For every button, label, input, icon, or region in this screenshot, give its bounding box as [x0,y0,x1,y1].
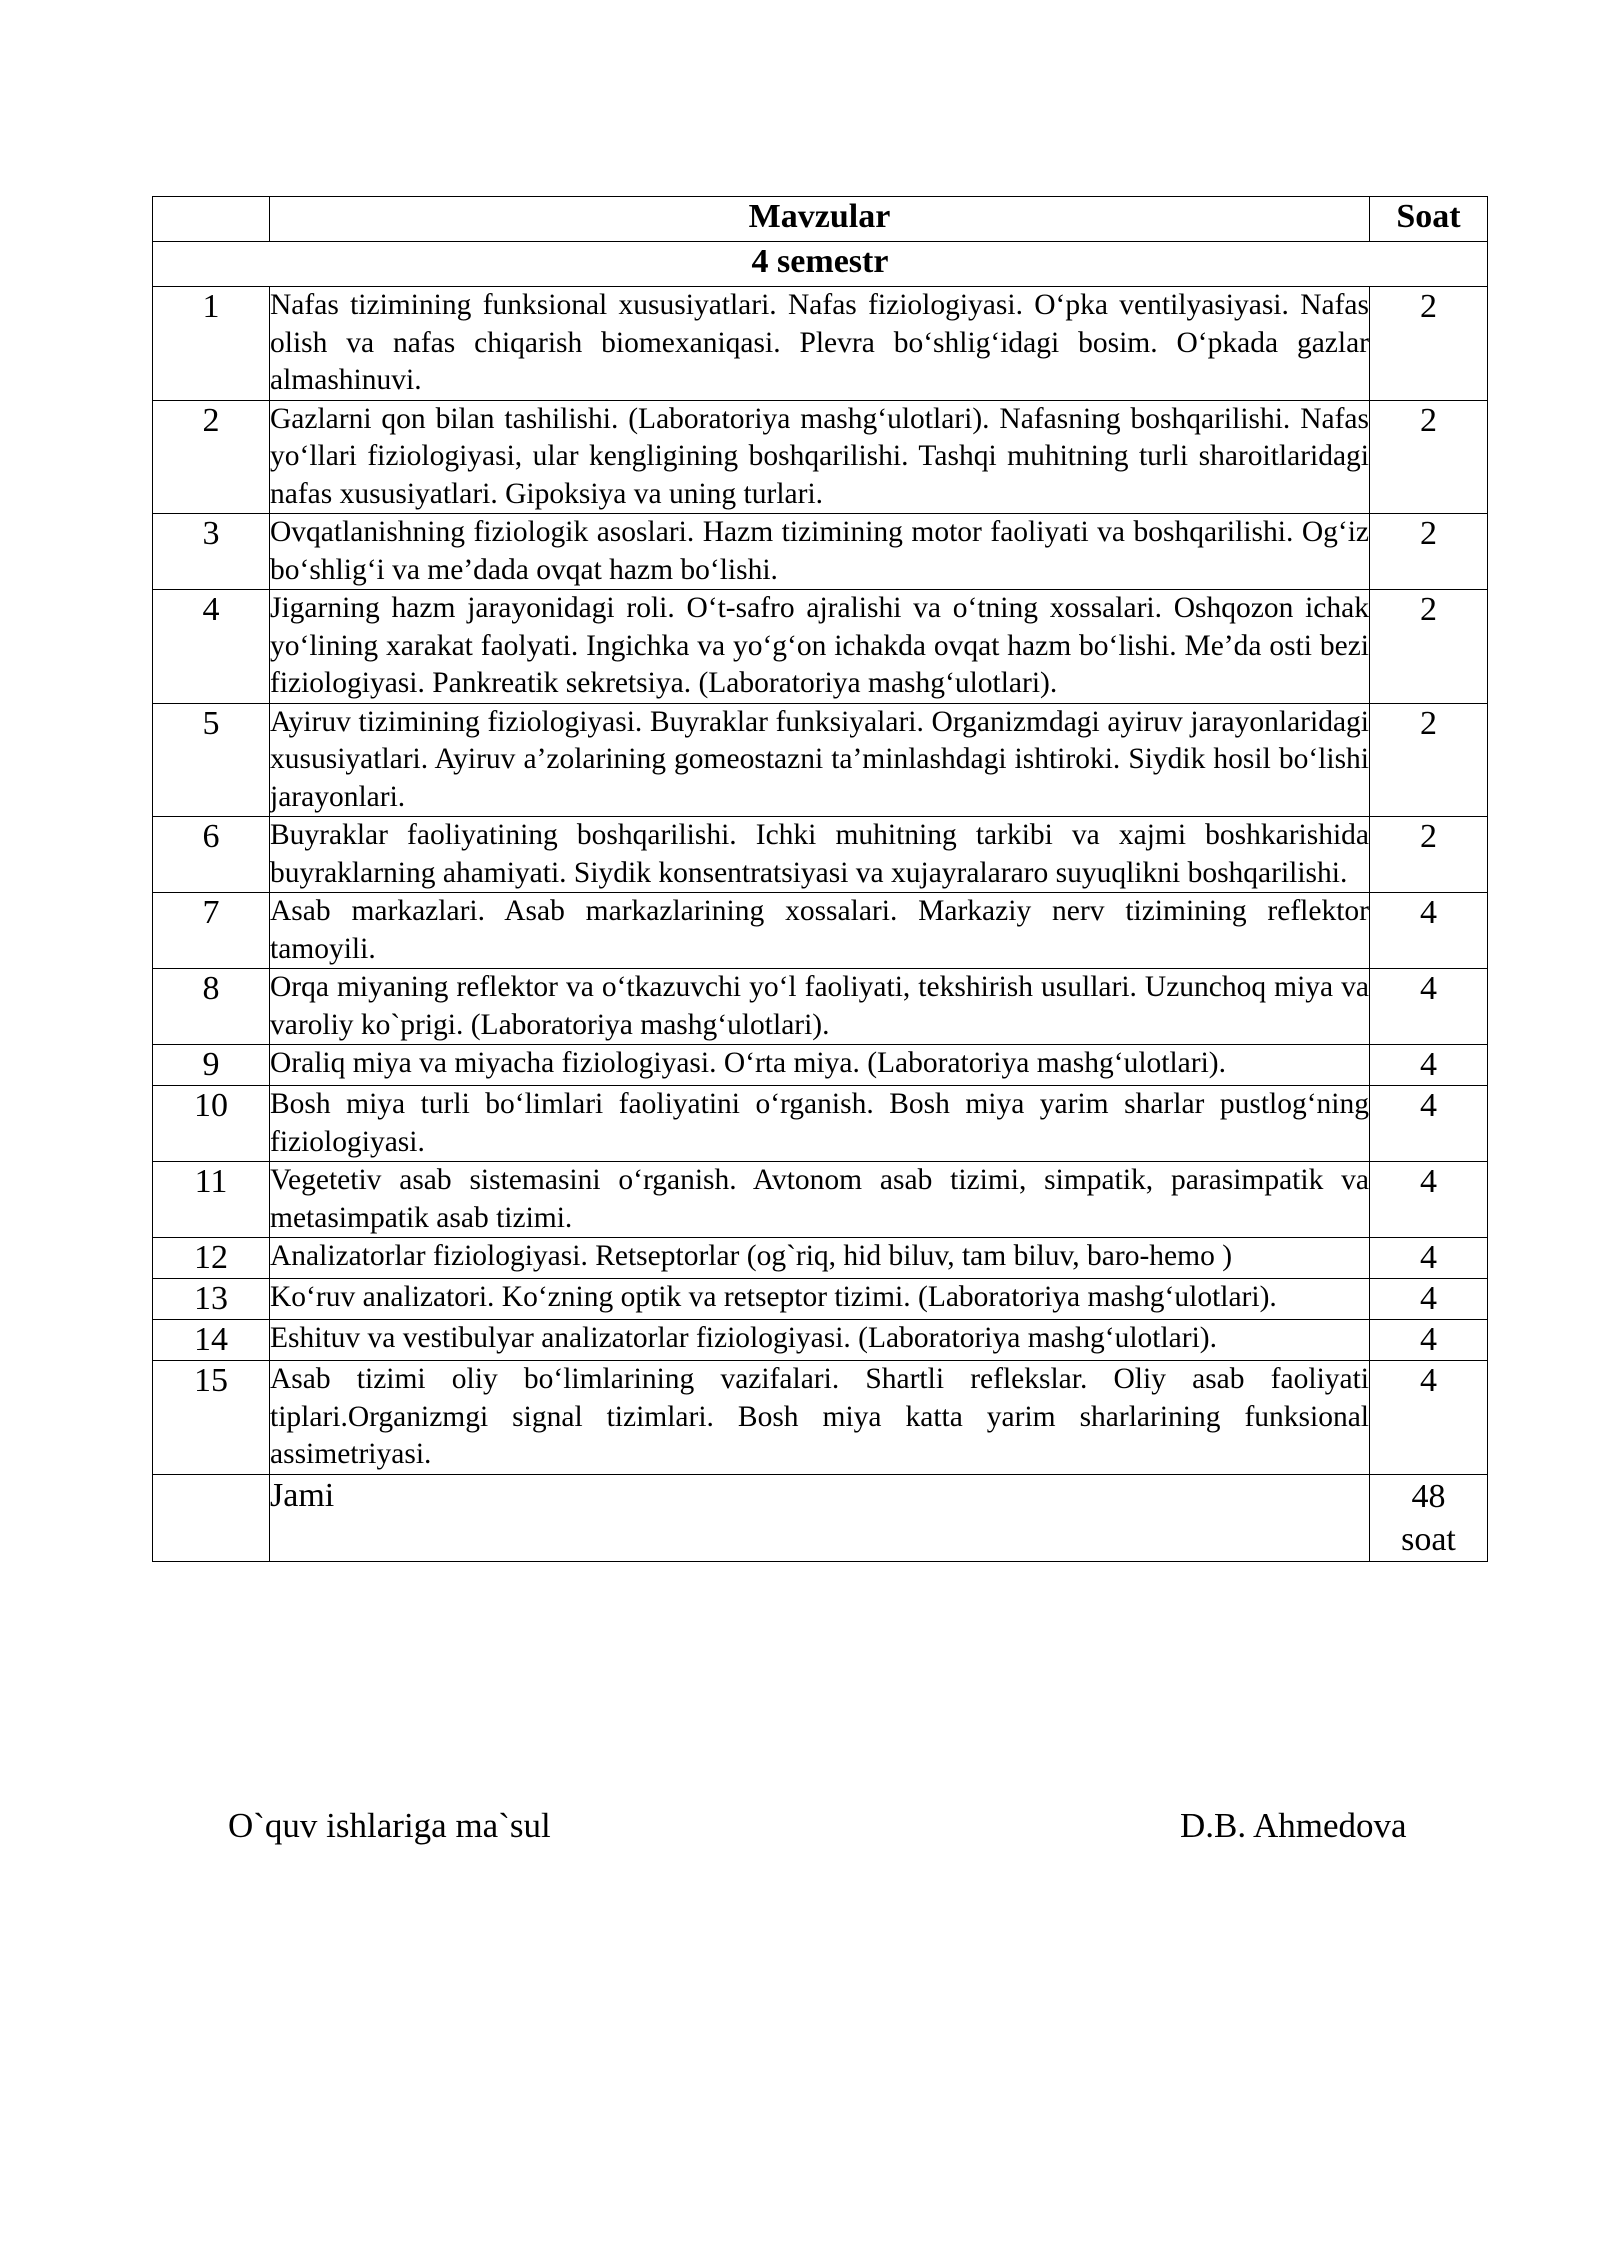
row-topic: Gazlarni qon bilan tashilishi. (Laboratoriya mashg‘ulotlari). Nafasning boshqarilishi. Nafas yo‘llari fiziologiyasi, ular kengligining boshqarilishi. Tashqi muhitning turli sharoitlaridagi nafas xususiyatlari. Gipoksiya va uning turlari. [270,400,1370,514]
header-hours: Soat [1370,197,1488,242]
table-row [153,817,1488,893]
row-topic: Orqa miyaning reflektor va o‘tkazuvchi yo‘l faoliyati, tekshirish usullari. Uzunchoq miya va varoliy ko`prigi. (Laboratoriya mashg‘ulotlari). [270,969,1370,1045]
table-header-row [153,197,1488,242]
table-row [153,287,1488,401]
table-row [153,1238,1488,1279]
row-hours: 4 [1370,1238,1488,1279]
row-number: 11 [153,1162,270,1238]
table-row [153,590,1488,704]
row-hours: 4 [1370,969,1488,1045]
row-hours: 4 [1370,1279,1488,1320]
row-hours: 2 [1370,590,1488,704]
row-hours: 4 [1370,1162,1488,1238]
row-topic: Vegetetiv asab sistemasini o‘rganish. Avtonom asab tizimi, simpatik, parasimpatik va metasimpatik asab tizimi. [270,1162,1370,1238]
row-hours: 4 [1370,893,1488,969]
row-number: 12 [153,1238,270,1279]
row-number: 7 [153,893,270,969]
table-row [153,893,1488,969]
row-hours: 2 [1370,287,1488,401]
semester-label: 4 semestr [153,242,1488,287]
header-number [153,197,270,242]
row-topic: Oraliq miya va miyacha fiziologiyasi. O‘rta miya. (Laboratoriya mashg‘ulotlari). [270,1045,1370,1086]
row-hours: 4 [1370,1086,1488,1162]
row-number: 1 [153,287,270,401]
row-topic: Analizatorlar fiziologiyasi. Retseptorlar (og`riq, hid biluv, tam biluv, baro-hemo ) [270,1238,1370,1279]
table-row [153,1162,1488,1238]
row-topic: Buyraklar faoliyatining boshqarilishi. Ichki muhitning tarkibi va xajmi boshkarishida buyraklarning ahamiyati. Siydik konsentratsiyasi va xujayralararo suyuqlikni boshqarilishi. [270,817,1370,893]
row-hours: 2 [1370,514,1488,590]
row-topic: Ko‘ruv analizatori. Ko‘zning optik va retseptor tizimi. (Laboratoriya mashg‘ulotlari). [270,1279,1370,1320]
total-row [153,1474,1488,1561]
table-row [153,400,1488,514]
semester-row [153,242,1488,287]
signature-name: D.B. Ahmedova [1180,1806,1407,1845]
topics-table [152,196,1488,1562]
row-number: 14 [153,1320,270,1361]
table-row [153,514,1488,590]
total-hours-cell [1370,1474,1488,1561]
row-number: 6 [153,817,270,893]
row-number: 15 [153,1361,270,1475]
row-number: 2 [153,400,270,514]
row-number: 10 [153,1086,270,1162]
total-number-cell [153,1474,270,1561]
total-label: Jami [270,1474,1370,1561]
table-row [153,1361,1488,1475]
row-topic: Asab tizimi oliy bo‘limlarining vazifalari. Shartli reflekslar. Oliy asab faoliyati tiplari.Organizmgi signal tizimlari. Bosh miya katta yarim sharlarining funksional assimetriyasi. [270,1361,1370,1475]
signature-position: O`quv ishlariga ma`sul [228,1806,551,1845]
table-row [153,1320,1488,1361]
row-hours: 2 [1370,400,1488,514]
row-number: 9 [153,1045,270,1086]
row-hours: 4 [1370,1320,1488,1361]
table-row [153,1086,1488,1162]
row-topic: Eshituv va vestibulyar analizatorlar fiziologiyasi. (Laboratoriya mashg‘ulotlari). [270,1320,1370,1361]
table-row [153,1045,1488,1086]
row-topic: Ayiruv tizimining fiziologiyasi. Buyraklar funksiyalari. Organizmdagi ayiruv jarayonlaridagi xususiyatlari. Ayiruv a’zolarining gomeostazni ta’minlashdagi ishtiroki. Siydik hosil bo‘lishi jarayonlari. [270,703,1370,817]
row-topic: Asab markazlari. Asab markazlarining xossalari. Markaziy nerv tizimining reflektor tamoyili. [270,893,1370,969]
row-number: 3 [153,514,270,590]
row-topic: Bosh miya turli bo‘limlari faoliyatini o‘rganish. Bosh miya yarim sharlar pustlog‘ning fiziologiyasi. [270,1086,1370,1162]
table-row [153,969,1488,1045]
row-hours: 4 [1370,1361,1488,1475]
row-hours: 2 [1370,817,1488,893]
total-hours-value: 48 [1411,1477,1446,1515]
row-topic: Nafas tizimining funksional xususiyatlari. Nafas fiziologiyasi. O‘pka ventilyasiyasi. Nafas olish va nafas chiqarish biomexaniqasi. Plevra bo‘shlig‘idagi bosim. O‘pkada gazlar almashinuvi. [270,287,1370,401]
row-hours: 2 [1370,703,1488,817]
row-number: 5 [153,703,270,817]
row-number: 8 [153,969,270,1045]
row-topic: Jigarning hazm jarayonidagi roli. O‘t-safro ajralishi va o‘tning xossalari. Oshqozon ichak yo‘lining xarakat faolyati. Ingichka va yo‘g‘on ichakda ovqat hazm bo‘lishi. Me’da osti bezi fiziologiyasi. Pankreatik sekretsiya. (Laboratoriya mashg‘ulotlari). [270,590,1370,704]
row-hours: 4 [1370,1045,1488,1086]
total-hours-unit: soat [1401,1520,1456,1558]
table-row [153,1279,1488,1320]
row-number: 13 [153,1279,270,1320]
table-row [153,703,1488,817]
row-number: 4 [153,590,270,704]
header-topics: Mavzular [270,197,1370,242]
row-topic: Ovqatlanishning fiziologik asoslari. Hazm tizimining motor faoliyati va boshqarilishi. Og‘iz bo‘shlig‘i va me’dada ovqat hazm bo‘lishi. [270,514,1370,590]
